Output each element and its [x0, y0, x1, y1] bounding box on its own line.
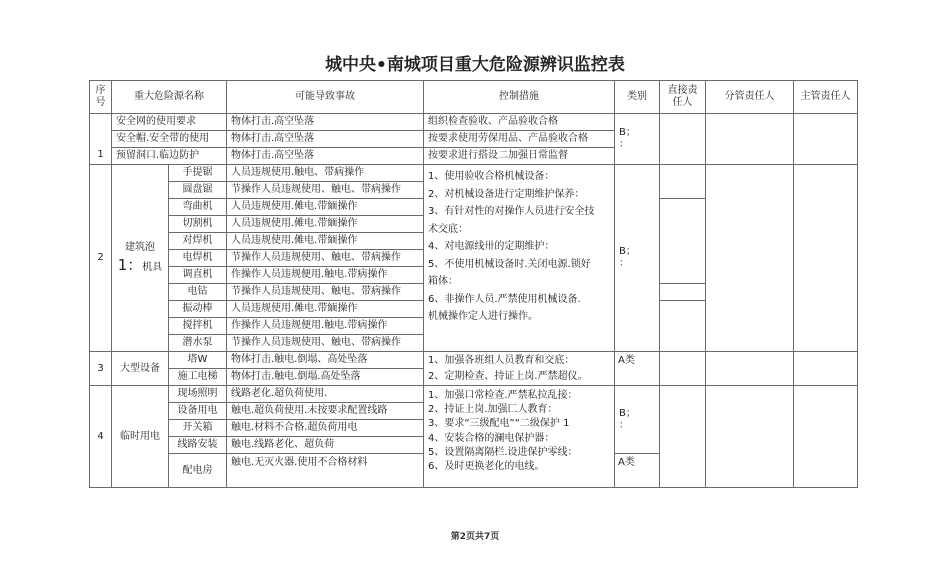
- row-number: 2: [90, 165, 112, 352]
- possible-accident: 物体打击.触电.倒塌.高处坠落: [227, 369, 424, 386]
- direct-person-cell: [660, 352, 706, 386]
- measure-line: 5、不使用机械设备时.关闭电源.锁好: [428, 258, 591, 270]
- page-title: 城中央•南城项目重大危险源辨识监控表: [325, 55, 625, 75]
- header-direct: 直接责任人: [660, 81, 706, 114]
- possible-accident: 节操作人员违规使用、触电、带病操作: [227, 182, 424, 199]
- hazard-name: 弯曲机: [169, 199, 227, 216]
- hazard-name: 塔W: [169, 352, 227, 369]
- header-no: 序号: [90, 81, 112, 114]
- divisional-person-cell: [706, 165, 794, 352]
- page-footer: 第2页共7页: [450, 532, 500, 542]
- hazard-table: [89, 80, 858, 488]
- header-chief: 主管责任人: [794, 81, 858, 114]
- hazard-name: 设备用电: [169, 403, 227, 420]
- hazard-group-label: 临时用电: [112, 386, 169, 488]
- measure-line: 2、持证上岗.加强匚人教育：: [428, 404, 558, 416]
- row-number: 1: [90, 114, 112, 165]
- possible-accident: 物体打击.高空坠落: [227, 148, 424, 165]
- hazard-name: 电焊机: [169, 250, 227, 267]
- header-divisional: 分管责任人: [706, 81, 794, 114]
- category-cell: A类: [615, 352, 660, 386]
- possible-accident: 人员违规使用.傩电.带緬操作: [227, 199, 424, 216]
- direct-person-cell: [660, 301, 706, 352]
- hazard-name: 潜水泵: [169, 335, 227, 352]
- table-row: [90, 165, 858, 182]
- measure-line: 3、有针对性的对操作人员进行安全技: [428, 206, 595, 217]
- measure-line: 2、对机械设备进行定期维护保养：: [428, 188, 585, 200]
- possible-accident: 人员违规使用.傩电.带緬操作: [227, 233, 424, 250]
- control-measures-block: [424, 165, 615, 352]
- chief-person-cell: [794, 165, 858, 352]
- possible-accident: 触电.超负荷使用.未按要求配置线路: [227, 403, 424, 420]
- measure-line: 1、加强口常检查.严禁私拉乱接：: [428, 390, 578, 401]
- measure-line: 6、及时更换老化的电线。: [428, 461, 545, 473]
- hazard-name: 调直机: [169, 267, 227, 284]
- hazard-name: 安全网的使用要求: [112, 114, 227, 131]
- possible-accident: 人员违规使用.触电、带病操作: [227, 165, 424, 182]
- chief-person-cell: [794, 386, 858, 488]
- possible-accident: 人员违规使用.傩电.带緬操作: [227, 301, 424, 318]
- possible-accident: 物体打击.高空坠落: [227, 114, 424, 131]
- chief-person-cell: [794, 114, 858, 165]
- possible-accident: 节操作人员违规使用、触电、带病操作: [227, 335, 424, 352]
- possible-accident: 作操作人员违规便用.触电.带病操作: [227, 318, 424, 335]
- hazard-name: 搅拌机: [169, 318, 227, 335]
- hazard-name: 对焊机: [169, 233, 227, 250]
- hazard-group-label: 大型设备: [112, 352, 169, 386]
- direct-person-cell: [660, 284, 706, 301]
- measure-line: 术交底：: [428, 223, 468, 235]
- direct-person-cell: [660, 199, 706, 284]
- hazard-group-label: [112, 165, 169, 352]
- hazard-name: 电钻: [169, 284, 227, 301]
- possible-accident: 人员违规使用.傩电.带緬操作: [227, 216, 424, 233]
- header-category: 类别: [615, 81, 660, 114]
- measure-line: 3、要求“三级配电”“二级保护 1: [428, 418, 570, 430]
- hazard-name: 线路安装: [169, 437, 227, 454]
- measure-line: 4、安装合格的澜电保护器：: [428, 432, 555, 444]
- possible-accident: 节操作人员违规使用、触电、带病操作: [227, 284, 424, 301]
- table-row: [90, 352, 858, 369]
- hazard-name: 安全帽.安全带的使用: [112, 131, 227, 148]
- direct-person-cell: [660, 165, 706, 199]
- category-cell: B； ：: [615, 114, 660, 165]
- control-measure: 按要求进行搭设二加强日常监督: [424, 148, 615, 165]
- hazard-name: 手提锯: [169, 165, 227, 182]
- possible-accident: 线路老化.超负荷使用.: [227, 386, 424, 403]
- direct-person-cell: [660, 114, 706, 165]
- table-header-row: [90, 81, 858, 114]
- category-cell: A类: [615, 454, 660, 488]
- hazard-name: 预留洞口.临边防护: [112, 148, 227, 165]
- direct-person-cell: [660, 386, 706, 488]
- possible-accident: 作操作人员违规便用.触电.带病操作: [227, 267, 424, 284]
- header-accident: 可能导致事故: [227, 81, 424, 114]
- header-measures: 控制措施: [424, 81, 615, 114]
- group-label-line: 1：机具: [117, 256, 163, 274]
- possible-accident: 物体打击.触电.倒塌、高处坠落: [227, 352, 424, 369]
- control-measure: 组织检查验收、产品验收合格: [424, 114, 615, 131]
- possible-accident: 触电.线路老化、超负荷: [227, 437, 424, 454]
- hazard-name: 振动棒: [169, 301, 227, 318]
- measure-line: 1、加强各班组人员教育和交底：: [428, 354, 575, 366]
- possible-accident: 物体打击.高空坠落: [227, 131, 424, 148]
- possible-accident: 触电.材料不合格.超负荷用电: [227, 420, 424, 437]
- hazard-name: 现场照明: [169, 386, 227, 403]
- measure-line: 机械操作定人进行操作。: [428, 311, 538, 322]
- control-measures-block: [424, 352, 615, 386]
- table-row: [90, 114, 858, 131]
- measure-line: 6、非操作人员.严禁使用机械设备.: [428, 293, 581, 305]
- measure-line: 5、设置隔离隔栏.设进保护零线：: [428, 446, 578, 458]
- divisional-person-cell: [706, 352, 794, 386]
- possible-accident: 触电.无灭火器.使用不合格材料: [227, 454, 424, 488]
- header-hazard: 重大危险源名称: [112, 81, 227, 114]
- control-measures-block: [424, 386, 615, 488]
- measure-line: 4、对电源线卅的定期维护：: [428, 241, 555, 252]
- hazard-name: 切割机: [169, 216, 227, 233]
- row-number: 3: [90, 352, 112, 386]
- hazard-name: 圆盘锯: [169, 182, 227, 199]
- measure-line: 箱体：: [428, 276, 458, 287]
- measure-line: 2、定期检查、持证上岗.严禁超仪。: [428, 370, 588, 382]
- divisional-person-cell: [706, 114, 794, 165]
- group-label-line: 建筑泡: [125, 242, 155, 253]
- table-row: [90, 386, 858, 403]
- hazard-name: 开关箱: [169, 420, 227, 437]
- hazard-name: 配电房: [169, 454, 227, 488]
- hazard-name: 施工电梯: [169, 369, 227, 386]
- measure-line: 1、使用验收合格机械设备：: [428, 171, 555, 182]
- control-measure: 按要求使用劳保用品、产品验收合格: [424, 131, 615, 148]
- divisional-person-cell: [706, 386, 794, 488]
- row-number: 4: [90, 386, 112, 488]
- category-cell: B； ：: [615, 386, 660, 454]
- category-cell: B； ：: [615, 165, 660, 352]
- possible-accident: 节操作人员违规使用、触电、带病操作: [227, 250, 424, 267]
- chief-person-cell: [794, 352, 858, 386]
